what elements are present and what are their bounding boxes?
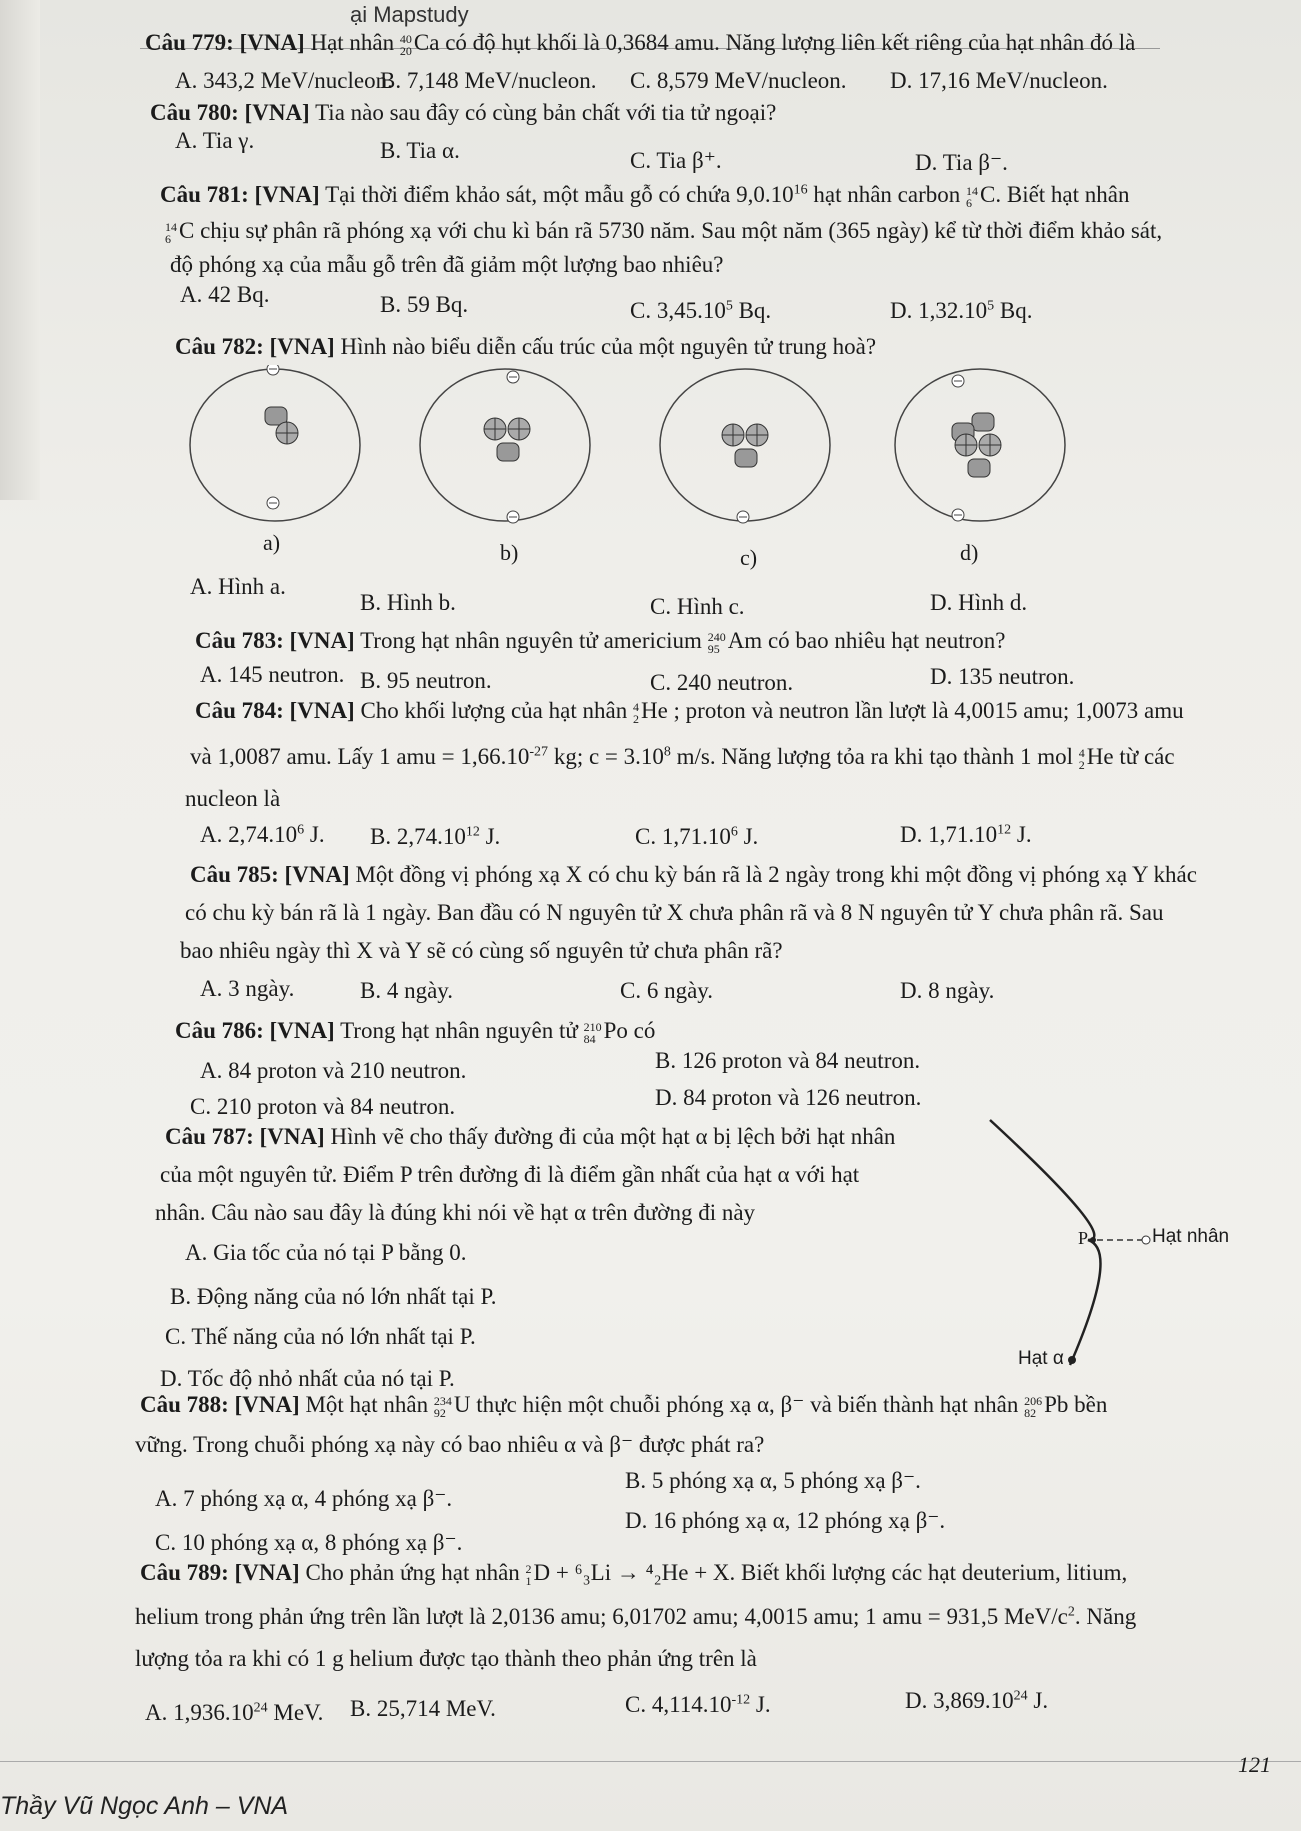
atom-figure-d	[890, 365, 1070, 525]
page-number: 121	[1238, 1752, 1271, 1777]
option-a[interactable]: A. 1,936.10$^{24}$ MeV.	[145, 1700, 324, 1725]
alpha-path-figure	[960, 1110, 1280, 1380]
figure-nucleus-label: Hạt nhân	[1152, 1226, 1230, 1247]
option-d[interactable]: D. 8 ngày.	[900, 978, 995, 1003]
option-b[interactable]: B. Động năng của nó lớn nhất tại P.	[170, 1284, 497, 1309]
question-786: Câu 786: [VNA] Trong hạt nhân nguyên tử 210 84 Po có	[175, 1018, 656, 1046]
isotope: 234 92	[433, 1393, 452, 1420]
option-b[interactable]: B. 4 ngày.	[360, 978, 454, 1003]
question-785-line3: bao nhiêu ngày thì X và Y sẽ có cùng số nguyên tử chưa phân rã?	[180, 938, 783, 963]
option-c[interactable]: C. Thế năng của nó lớn nhất tại P.	[165, 1324, 476, 1349]
question-782: Câu 782: [VNA] Hình nào biểu diễn cấu trúc của một nguyên tử trung hoà?	[175, 334, 877, 359]
question-label: Câu 786: [VNA]	[175, 1018, 335, 1043]
question-label: Câu 779: [VNA]	[145, 30, 305, 55]
option-c[interactable]: C. 1,71.10$^6$ J.	[635, 824, 759, 849]
option-b[interactable]: B. 7,148 MeV/nucleon.	[380, 68, 597, 93]
isotope: 40 20	[399, 31, 412, 58]
author-footer: Thầy Vũ Ngọc Anh – VNA	[0, 1792, 289, 1820]
option-d[interactable]: D. 135 neutron.	[930, 664, 1075, 689]
option-d[interactable]: D. 17,16 MeV/nucleon.	[890, 68, 1108, 93]
figure-label-b: b)	[500, 540, 519, 565]
isotope: 14 6	[966, 183, 979, 210]
option-c[interactable]: C. $4,114.10^{-12}$ J.	[625, 1692, 771, 1717]
figure-point-p: P	[1078, 1228, 1089, 1248]
question-785-line2: có chu kỳ bán rã là 1 ngày. Ban đầu có N nguyên tử X chưa phân rã và 8 N nguyên tử Y chưa phân rã. Sau	[185, 900, 1164, 925]
question-label: Câu 789: [VNA]	[140, 1560, 300, 1585]
figure-label-d: d)	[960, 540, 979, 565]
atom-figure-b	[415, 365, 595, 525]
footer-rule	[0, 1761, 1301, 1762]
option-c[interactable]: C. Hình c.	[650, 594, 745, 619]
option-a[interactable]: A. 42 Bq.	[180, 282, 270, 307]
question-label: Câu 780: [VNA]	[150, 100, 310, 125]
question-788: Câu 788: [VNA] Một hạt nhân 234 92 U thực hiện một chuỗi phóng xạ α, β⁻ và biến thành hạt nhân 206 82 Pb bền	[140, 1392, 1108, 1420]
option-d[interactable]: D. 84 proton và 126 neutron.	[655, 1085, 922, 1110]
figure-label-a: a)	[263, 530, 281, 555]
question-779: Câu 779: [VNA] Hạt nhân 40 20 Ca có độ hụt khối là 0,3684 amu. Năng lượng liên kết riêng của hạt nhân đó là	[145, 30, 1136, 58]
question-label: Câu 782: [VNA]	[175, 334, 335, 359]
option-c[interactable]: C. 6 ngày.	[620, 978, 714, 1003]
atom-figure-c	[655, 365, 835, 525]
option-c[interactable]: C. 10 phóng xạ α, 8 phóng xạ β⁻.	[155, 1530, 463, 1555]
option-b[interactable]: B. 25,714 MeV.	[350, 1696, 496, 1721]
option-d[interactable]: D. 1,32.10$^5$ Bq.	[890, 298, 1033, 323]
option-d[interactable]: D. Tia β⁻.	[915, 150, 1008, 175]
option-a[interactable]: A. Hình a.	[190, 574, 286, 599]
option-a[interactable]: A. 3 ngày.	[200, 976, 295, 1001]
isotope: 2 1	[525, 1561, 532, 1588]
question-label: Câu 784: [VNA]	[195, 698, 355, 723]
option-a[interactable]: A. Tia γ.	[175, 128, 255, 153]
figure-label-c: c)	[740, 545, 758, 570]
question-785: Câu 785: [VNA] Một đồng vị phóng xạ X có chu kỳ bán rã là 2 ngày trong khi một đồng vị phóng xạ Y khác	[190, 862, 1197, 887]
question-label: Câu 788: [VNA]	[140, 1392, 300, 1417]
page-margin-shadow	[0, 0, 40, 500]
option-b[interactable]: B. 95 neutron.	[360, 668, 492, 693]
question-787-line3: nhân. Câu nào sau đây là đúng khi nói về hạt α trên đường đi này	[155, 1200, 756, 1225]
option-b[interactable]: B. 126 proton và 84 neutron.	[655, 1048, 921, 1073]
option-c[interactable]: C. 3,45.10$^5$ Bq.	[630, 298, 772, 323]
option-c[interactable]: C. 8,579 MeV/nucleon.	[630, 68, 847, 93]
question-label: Câu 787: [VNA]	[165, 1124, 325, 1149]
option-c[interactable]: C. 240 neutron.	[650, 670, 794, 695]
isotope: 206 82	[1024, 1393, 1043, 1420]
question-789-line3: lượng tỏa ra khi có 1 g helium được tạo thành theo phản ứng trên là	[135, 1646, 757, 1671]
atom-figure-a	[185, 365, 365, 525]
option-c[interactable]: C. Tia β⁺.	[630, 148, 722, 173]
question-781-line2: 14 6 C chịu sự phân rã phóng xạ với chu kì bán rã 5730 năm. Sau một năm (365 ngày) kể từ thời điểm khảo sát,	[165, 218, 1163, 246]
option-a[interactable]: A. 7 phóng xạ α, 4 phóng xạ β⁻.	[155, 1486, 453, 1511]
option-a[interactable]: A. 343,2 MeV/nucleon.	[175, 68, 393, 93]
question-784-line2: và 1,0087 amu. Lấy 1 amu = $1,66.10^{-27}$ kg; $c = 3.10^8$ m/s. Năng lượng tỏa ra khi tạo thành 1 mol 4 2 He từ các	[190, 744, 1175, 772]
isotope: 210 84	[583, 1019, 602, 1046]
question-781: Câu 781: [VNA] Tại thời điểm khảo sát, một mẫu gỗ có chứa 9,0.10$^{16}$ hạt nhân carbon 14 6 C. Biết hạt nhân	[160, 182, 1130, 210]
page-header: ại Mapstudy	[350, 2, 469, 27]
question-783: Câu 783: [VNA] Trong hạt nhân nguyên tử americium 240 95 Am có bao nhiêu hạt neutron?	[195, 628, 1006, 656]
question-784: Câu 784: [VNA] Cho khối lượng của hạt nhân 4 2 He ; proton và neutron lần lượt là 4,0015 amu; 1,0073 amu	[195, 698, 1184, 726]
option-a[interactable]: A. 2,74.10$^6$ J.	[200, 822, 325, 847]
question-label: Câu 781: [VNA]	[160, 182, 320, 207]
option-d[interactable]: D. 3,869.10$^{24}$ J.	[905, 1688, 1049, 1713]
question-label: Câu 783: [VNA]	[195, 628, 355, 653]
option-b[interactable]: B. Tia α.	[380, 138, 460, 163]
question-789-line2: helium trong phản ứng trên lần lượt là 2,0136 amu; 6,01702 amu; 4,0015 amu; 1 amu = 931,5 MeV/$c^2$. Năng	[135, 1604, 1137, 1629]
question-781-line3: độ phóng xạ của mẫu gỗ trên đã giảm một lượng bao nhiêu?	[170, 252, 724, 277]
question-780: Câu 780: [VNA] Tia nào sau đây có cùng bản chất với tia tử ngoại?	[150, 100, 777, 125]
option-d[interactable]: D. Hình d.	[930, 590, 1028, 615]
question-784-line3: nucleon là	[185, 786, 281, 811]
isotope: 4 2	[1078, 745, 1085, 772]
figure-alpha-label: Hạt α	[1018, 1348, 1064, 1369]
option-a[interactable]: A. 145 neutron.	[200, 662, 345, 687]
question-787-line2: của một nguyên tử. Điểm P trên đường đi là điểm gần nhất của hạt α với hạt	[160, 1162, 860, 1187]
option-d[interactable]: D. 16 phóng xạ α, 12 phóng xạ β⁻.	[625, 1508, 946, 1533]
isotope: 4 2	[632, 699, 639, 726]
option-d[interactable]: D. Tốc độ nhỏ nhất của nó tại P.	[160, 1366, 455, 1391]
isotope: 240 95	[707, 629, 726, 656]
option-a[interactable]: A. 84 proton và 210 neutron.	[200, 1058, 467, 1083]
option-b[interactable]: B. Hình b.	[360, 590, 456, 615]
option-b[interactable]: B. 59 Bq.	[380, 292, 469, 317]
question-789: Câu 789: [VNA] Cho phản ứng hạt nhân 2 1 D + ⁶₃Li → ⁴₂He + X. Biết khối lượng các hạt deuterium, litium,	[140, 1560, 1128, 1588]
option-d[interactable]: D. 1,71.10$^{12}$ J.	[900, 822, 1032, 847]
isotope: 14 6	[165, 219, 177, 246]
option-a[interactable]: A. Gia tốc của nó tại P bằng 0.	[185, 1240, 467, 1265]
question-787: Câu 787: [VNA] Hình vẽ cho thấy đường đi của một hạt α bị lệch bởi hạt nhân	[165, 1124, 896, 1149]
question-788-line2: vững. Trong chuỗi phóng xạ này có bao nhiêu α và β⁻ được phát ra?	[135, 1432, 765, 1457]
question-label: Câu 785: [VNA]	[190, 862, 350, 887]
option-c[interactable]: C. 210 proton và 84 neutron.	[190, 1094, 456, 1119]
option-b[interactable]: B. 5 phóng xạ α, 5 phóng xạ β⁻.	[625, 1468, 921, 1493]
option-b[interactable]: B. 2,74.10$^{12}$ J.	[370, 824, 501, 849]
